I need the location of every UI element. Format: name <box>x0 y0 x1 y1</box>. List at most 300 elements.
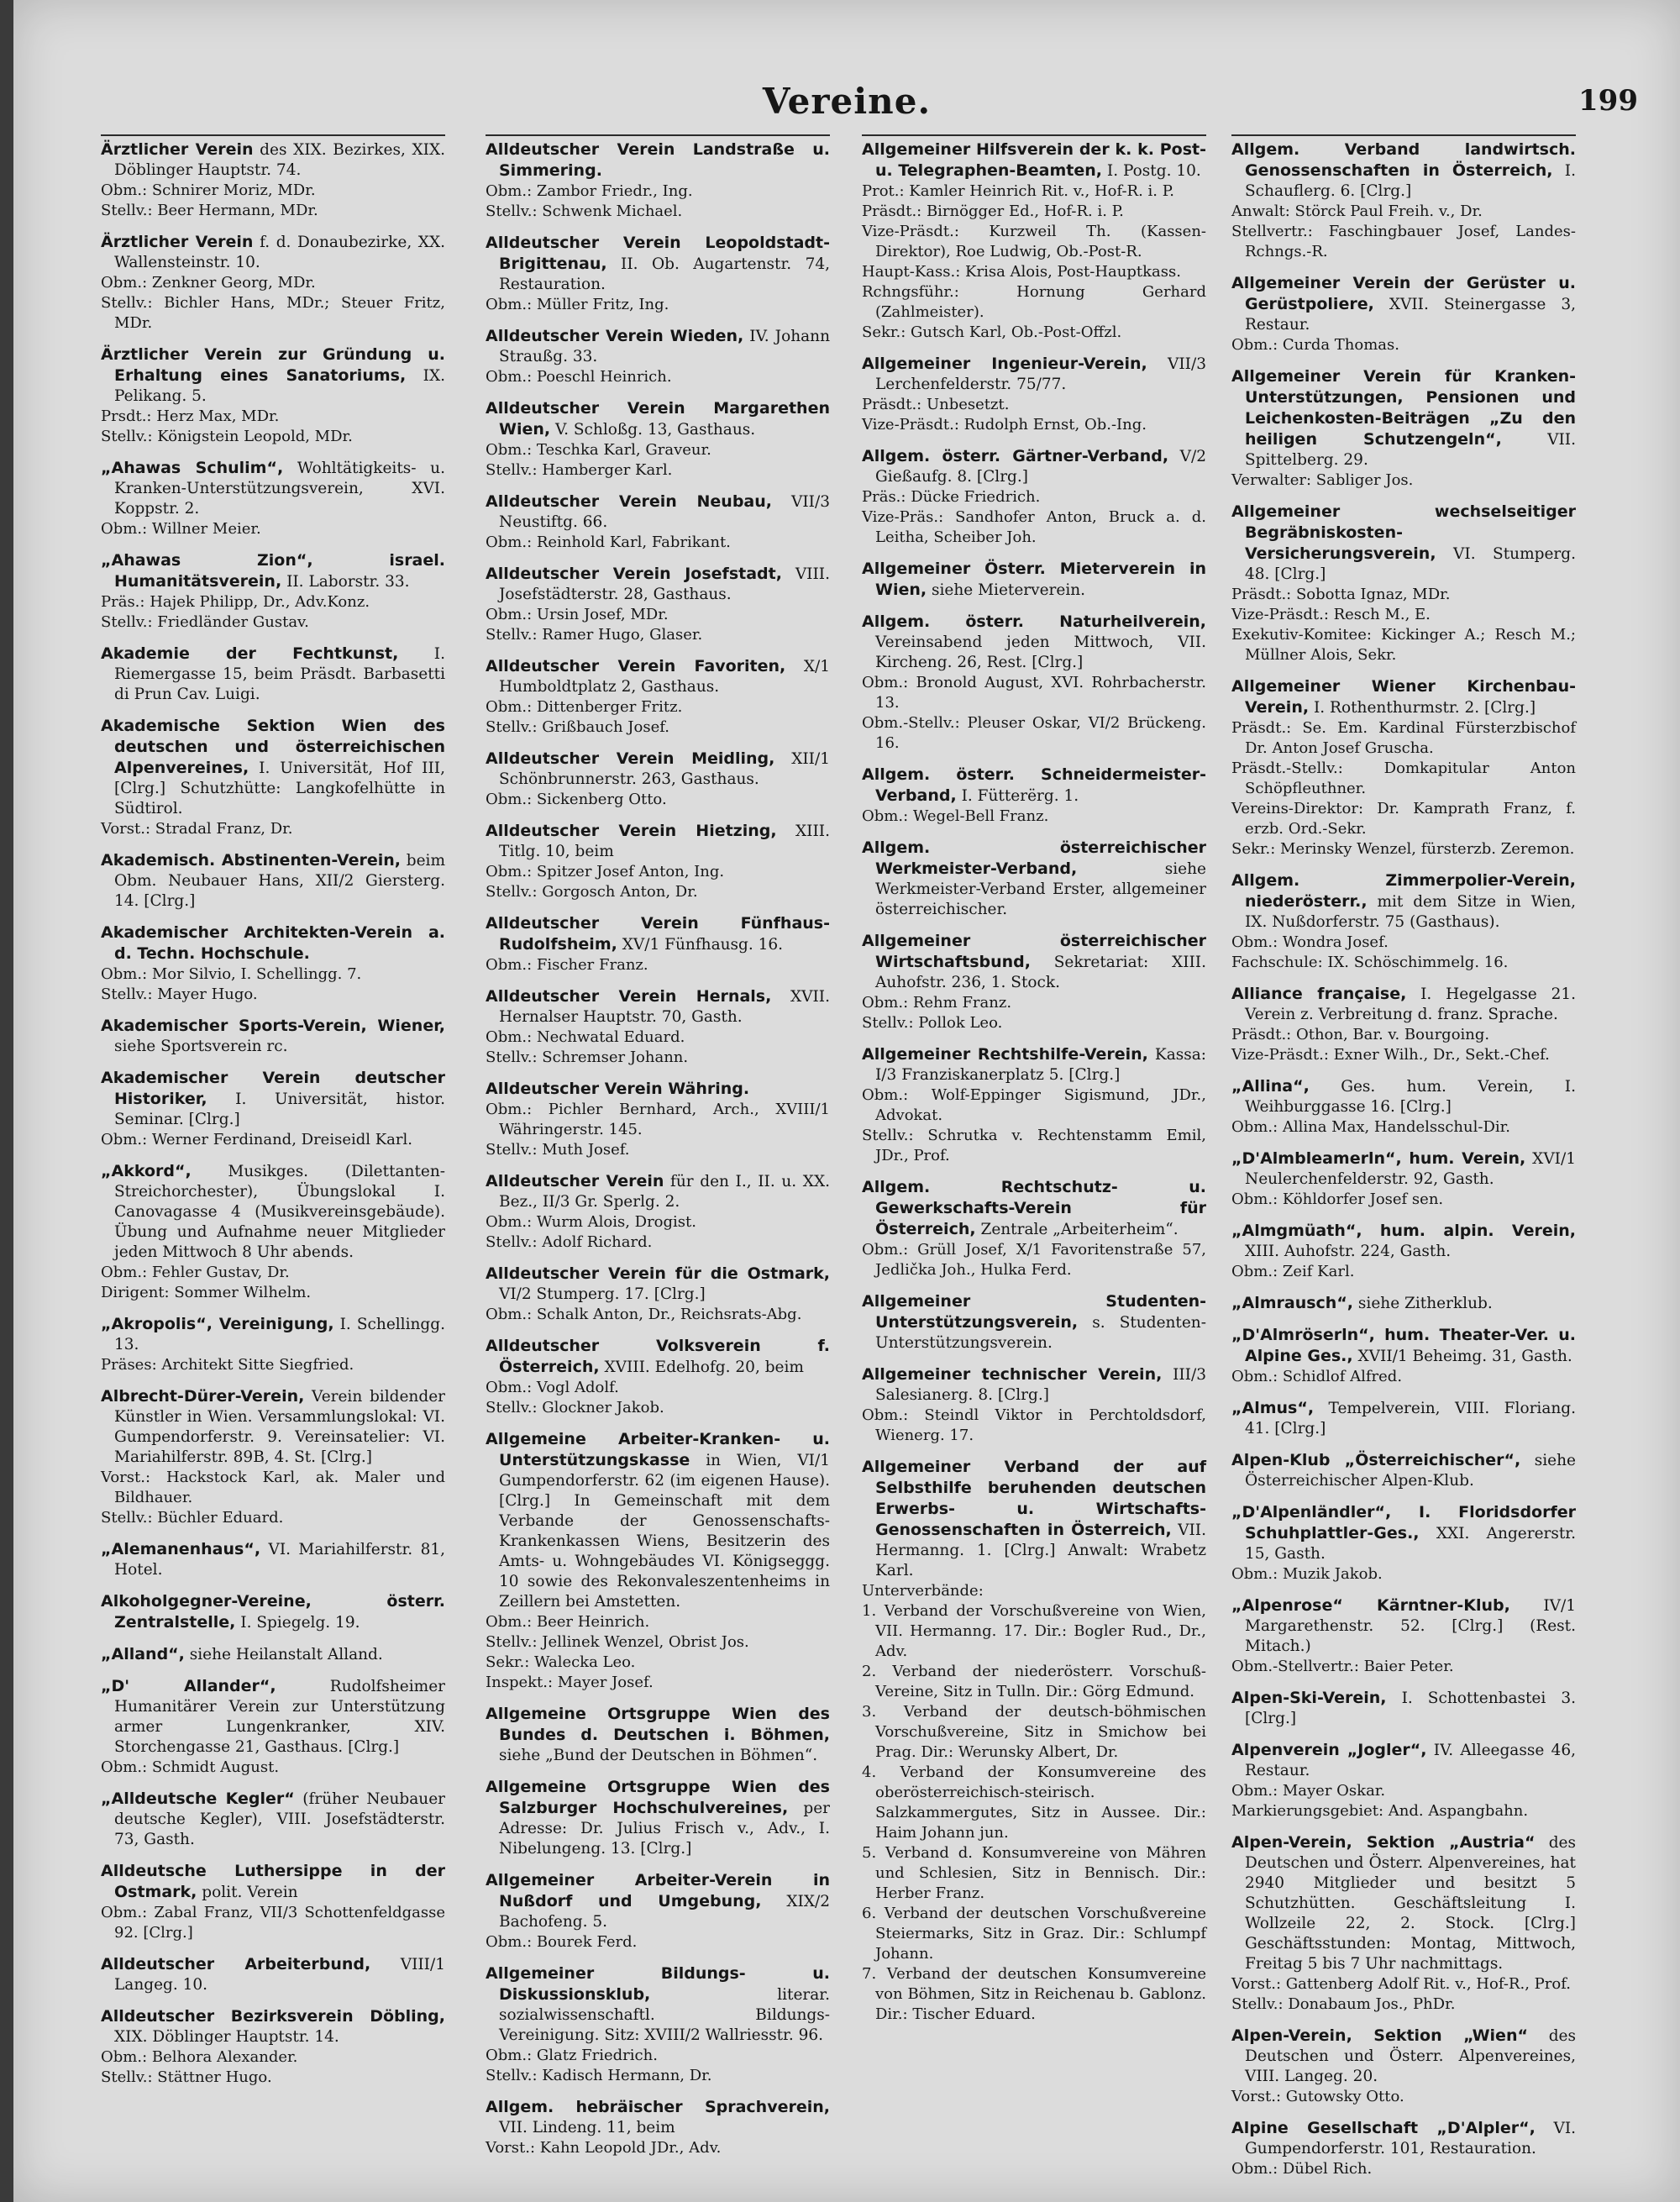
entry-address: s. Studenten-Unterstützungsverein. <box>875 1314 1206 1352</box>
directory-entry <box>486 656 830 738</box>
entry-detail-line: Stellv.: Muth Josef. <box>486 1141 630 1159</box>
entry-detail-line: Dirigent: Sommer Wilhelm. <box>101 1284 312 1301</box>
entry-detail-line: Stellv.: Stättner Hugo. <box>101 2068 272 2086</box>
entry-name: Allgemeiner Studenten-Unterstützungsverein, <box>862 1292 1206 1332</box>
entry-name: Allgemeiner Hilfsverein der k. k. Post- u. Telegraphen-Beamten, <box>862 140 1206 180</box>
entry-detail-line: Obm.: Zabal Franz, VII/3 Schottenfeldgasse 92. [Clrg.] <box>101 1904 445 1942</box>
entry-address: III/3 Salesianerg. 8. [Clrg.] <box>875 1366 1206 1404</box>
entry-detail-line: Stellv.: Friedländer Gustav. <box>101 613 309 631</box>
entry-address: VI. Mariahilferstr. 81, Hotel. <box>114 1541 445 1579</box>
directory-entry <box>486 1777 830 1859</box>
entry-detail-line: Vize-Präsdt.: Kurzweil Th. (Kassen-Direktor), Roe Ludwig, Ob.-Post-R. <box>862 223 1206 260</box>
directory-entry <box>1231 1832 1576 2015</box>
entry-name: Allgem. Verband landwirtsch. Genossenschaften in Österreich, <box>1231 140 1576 180</box>
entry-detail-line: Stellvertr.: Faschingbauer Josef, Landes-Rchngs.-R. <box>1231 223 1576 260</box>
directory-entry <box>101 1016 445 1057</box>
directory-entry <box>1231 1688 1576 1729</box>
entry-address: XVII. Steinergasse 3, Restaur. <box>1245 296 1576 334</box>
directory-entry <box>486 1264 830 1325</box>
entry-name: Alldeutscher Verein Meidling, <box>486 749 775 768</box>
entry-detail-line: Obm.: Bronold August, XVI. Rohrbacherstr. 13. <box>862 674 1206 712</box>
entry-detail-line: 1. Verband der Vorschußvereine von Wien, VII. Hermanng. 17. Dir.: Bogler Rud., Dr., Adv. <box>862 1602 1206 1660</box>
entry-name: Akademischer Architekten-Verein a. d. Techn. Hochschule. <box>101 923 445 963</box>
entry-detail-line: Präsdt.: Unbesetzt. <box>862 396 1010 413</box>
entry-name: Ärztlicher Verein zur Gründung u. Erhaltung eines Sanatoriums, <box>101 345 445 385</box>
entry-detail-line: Stellv.: Schremser Johann. <box>486 1048 689 1066</box>
entry-name: Allgem. österreichischer Werkmeister-Verband, <box>862 838 1206 878</box>
entry-name: Alliance française, <box>1231 985 1407 1003</box>
directory-entry <box>101 232 445 334</box>
directory-entry <box>1231 1325 1576 1387</box>
directory-entry <box>101 716 445 839</box>
entry-name: Alldeutscher Verein <box>486 1172 664 1190</box>
directory-entry <box>1231 2026 1576 2107</box>
directory-entry <box>862 931 1206 1033</box>
entry-address: Tempelverein, VIII. Floriang. 41. [Clrg.] <box>1245 1400 1577 1437</box>
directory-entry <box>862 559 1206 601</box>
entry-address: I. Fütterërg. 1. <box>961 787 1079 805</box>
entry-detail-line: Obm.: Rehm Franz. <box>862 994 1012 1012</box>
directory-entry <box>486 749 830 810</box>
entry-address: V. Schloßg. 13, Gasthaus. <box>555 421 756 439</box>
entry-name: „Almus“, <box>1231 1399 1315 1417</box>
column-4 <box>1231 139 1577 2178</box>
entry-name: Alkoholgegner-Vereine, österr. Zentralstelle, <box>101 1592 445 1632</box>
directory-entry <box>862 612 1206 754</box>
directory-entry <box>486 986 830 1068</box>
entry-detail-line: 2. Verband der niederösterr. Vorschuß-Vereine, Sitz in Tulln. Dir.: Görg Edmund. <box>862 1663 1206 1700</box>
entry-address: Kassa: I/3 Franziskanerplatz 5. [Clrg.] <box>875 1046 1206 1084</box>
entry-address: XIX. Döblinger Hauptstr. 14. <box>114 2028 339 2046</box>
entry-name: „Allina“, <box>1231 1077 1310 1096</box>
page-number: 199 <box>1578 84 1638 118</box>
entry-detail-line: Obm.: Fischer Franz. <box>486 956 648 974</box>
entry-address: X/1 Humboldtplatz 2, Gasthaus. <box>499 658 830 696</box>
entry-detail-line: Obm.: Vogl Adolf. <box>486 1379 619 1396</box>
entry-address: XII/1 Schönbrunnerstr. 263, Gasthaus. <box>499 750 830 788</box>
entry-detail-line: Vize-Präs.: Sandhofer Anton, Bruck a. d. Leitha, Scheiber Joh. <box>862 508 1206 546</box>
entry-address: VII. Spittelberg. 29. <box>1245 431 1576 469</box>
entry-address: Sekretariat: XIII. Auhofstr. 236, 1. Stock. <box>875 954 1206 991</box>
entry-detail-line: 7. Verband der deutschen Konsumvereine von Böhmen, Sitz in Reichenau b. Gablonz. Dir.: Tischer Eduard. <box>862 1965 1206 2023</box>
entry-address: siehe Sportsverein rc. <box>114 1038 288 1055</box>
directory-entry <box>862 765 1206 827</box>
entry-address: siehe Zitherklub. <box>1357 1295 1493 1312</box>
entry-name: „D'Almbleamerln“, hum. Verein, <box>1231 1149 1526 1168</box>
entry-detail-line: Obm.: Schidlof Alfred. <box>1231 1368 1403 1385</box>
entry-detail-line: Präsdt.: Se. Em. Kardinal Fürsterzbischof Dr. Anton Josef Gruscha. <box>1231 719 1576 757</box>
entry-address: XV/1 Fünfhausg. 16. <box>622 936 784 954</box>
entry-name: Allgem. Rechtschutz- u. Gewerkschafts-Verein für Österreich, <box>862 1178 1206 1238</box>
entry-name: Alldeutscher Verein Hernals, <box>486 987 772 1006</box>
entry-name: Akademischer Sports-Verein, Wiener, <box>101 1017 445 1035</box>
entry-address: VII/3 Lerchenfelderstr. 75/77. <box>875 355 1206 393</box>
entry-address: Vereinsabend jeden Mittwoch, VII. Kircheng. 26, Rest. [Clrg.] <box>875 633 1206 671</box>
entry-name: „Alemanenhaus“, <box>101 1540 261 1558</box>
directory-entry <box>101 922 445 1005</box>
entry-detail-line: Stellv.: Glockner Jakob. <box>486 1399 664 1416</box>
directory-entry <box>1231 1398 1576 1439</box>
directory-entry <box>1231 1221 1576 1282</box>
entry-name: Alldeutscher Verein Landstraße u. Simmering. <box>486 140 830 180</box>
entry-address: I. Riemergasse 15, beim Präsdt. Barbasetti di Prun Cav. Luigi. <box>114 645 445 703</box>
directory-entry <box>101 850 445 912</box>
header-rule <box>486 134 830 136</box>
entry-detail-line: Obm.: Pichler Bernhard, Arch., XVIII/1 Währingerstr. 145. <box>486 1101 830 1138</box>
entry-name: Alldeutscher Verein Leopoldstadt-Brigittenau, <box>486 234 830 273</box>
entry-detail-line: Stellv.: Bichler Hans, MDr.; Steuer Fritz, MDr. <box>101 294 445 332</box>
entry-address: des Deutschen und Österr. Alpenvereines, hat 2940 Mitglieder und besitzt 5 Schutzhütten. Geschäftsleitung I. Wollzeile 22, 2. Stock. [Clrg.] Geschäftsstunden: Montag, Mittwoch, Freitag 5 bis 7 Uhr nachmittags. <box>1245 1834 1576 1973</box>
entry-detail-line: Obm.: Schalk Anton, Dr., Reichsrats-Abg. <box>486 1306 802 1323</box>
entry-name: Allgemeiner technischer Verein, <box>862 1365 1163 1384</box>
header-rule <box>1231 134 1576 136</box>
entry-detail-line: Inspekt.: Mayer Josef. <box>486 1674 654 1691</box>
entry-name: Alpen-Klub „Österreichischer“, <box>1231 1451 1521 1469</box>
directory-entry <box>486 398 830 481</box>
entry-detail-line: Stellv.: Hamberger Karl. <box>486 461 673 479</box>
entry-address: I. Schauflerg. 6. [Clrg.] <box>1245 162 1576 200</box>
entry-detail-line: Markierungsgebiet: And. Aspangbahn. <box>1231 1802 1529 1820</box>
entry-detail-line: Obm.: Muzik Jakob. <box>1231 1565 1383 1583</box>
entry-detail-line: Sekr.: Walecka Leo. <box>486 1653 636 1671</box>
entry-name: Alpine Gesellschaft „D'Alpler“, <box>1231 2119 1536 2137</box>
directory-entry <box>486 1704 830 1766</box>
entry-address: für den I., II. u. XX. Bez., II/3 Gr. Sperlg. 2. <box>499 1173 830 1211</box>
directory-entry <box>486 1079 830 1160</box>
entry-detail-line: Obm.: Zeif Karl. <box>1231 1263 1355 1280</box>
directory-entry <box>862 354 1206 435</box>
entry-detail-line: Vorst.: Kahn Leopold JDr., Adv. <box>486 2139 722 2157</box>
entry-name: Albrecht-Dürer-Verein, <box>101 1387 305 1406</box>
entry-name: Alpen-Verein, Sektion „Austria“ <box>1231 1833 1536 1852</box>
entry-address: XVII/1 Beheimg. 31, Gasth. <box>1357 1348 1572 1365</box>
entry-address: I. Hegelgasse 21. Verein z. Verbreitung d. franz. Sprache. <box>1245 985 1576 1023</box>
entry-detail-line: Obm.: Wolf-Eppinger Sigismund, JDr., Advokat. <box>862 1086 1206 1124</box>
entry-detail-line: Obm.: Curda Thomas. <box>1231 336 1399 354</box>
directory-entry <box>486 1963 830 2086</box>
directory-entry <box>486 233 830 315</box>
entry-detail-line: Obm.: Poeschl Heinrich. <box>486 368 672 386</box>
entry-detail-line: Obm.: Fehler Gustav, Dr. <box>101 1264 290 1281</box>
directory-entry <box>1231 1450 1576 1491</box>
directory-entry <box>862 838 1206 920</box>
entry-detail-line: Stellv.: Königstein Leopold, MDr. <box>101 428 353 445</box>
entry-detail-line: 6. Verband der deutschen Vorschußvereine Steiermarks, Sitz in Graz. Dir.: Schlumpf Johann. <box>862 1905 1206 1963</box>
entry-address: XIII. Titlg. 10, beim <box>499 822 830 860</box>
directory-entry <box>101 644 445 705</box>
entry-detail-line: Obm.: Bourek Ferd. <box>486 1933 638 1951</box>
entry-name: Alldeutscher Verein Neubau, <box>486 492 772 511</box>
entry-detail-line: Obm.: Beer Heinrich. <box>486 1613 650 1631</box>
entry-detail-line: Obm.: Steindl Viktor in Perchtoldsdorf, Wienerg. 17. <box>862 1406 1206 1444</box>
entry-address: beim Obm. Neubauer Hans, XII/2 Giersterg. 14. [Clrg.] <box>114 852 445 910</box>
entry-address: VII. Lindeng. 11, beim <box>499 2119 675 2136</box>
entry-address: siehe Heilanstalt Alland. <box>189 1646 383 1663</box>
entry-name: Allgemeiner Arbeiter-Verein in Nußdorf und Umgebung, <box>486 1871 830 1910</box>
entry-detail-line: Vize-Präsdt.: Exner Wilh., Dr., Sekt.-Chef. <box>1231 1046 1550 1064</box>
directory-entry <box>101 2006 445 2088</box>
directory-entry <box>486 821 830 902</box>
entry-detail-line: Stellv.: Jellinek Wenzel, Obrist Jos. <box>486 1633 749 1651</box>
entry-address: IV/1 Margarethenstr. 52. [Clrg.] (Rest. Mitach.) <box>1245 1597 1576 1655</box>
entry-detail-line: Stellv.: Büchler Eduard. <box>101 1509 284 1527</box>
entry-address: Wohltätigkeits- u. Kranken-Unterstützungsverein, XVI. Koppstr. 2. <box>114 460 445 518</box>
entry-detail-line: Obm.: Mayer Oskar. <box>1231 1782 1386 1800</box>
directory-entry <box>1231 273 1576 355</box>
entry-detail-line: Obm.: Zambor Friedr., Ing. <box>486 182 693 200</box>
entry-detail-line: Anwalt: Störck Paul Freih. v., Dr. <box>1231 202 1483 220</box>
entry-name: Alldeutscher Arbeiterbund, <box>101 1955 371 1973</box>
entry-detail-line: Stellv.: Schrutka v. Rechtenstamm Emil, JDr., Prof. <box>862 1127 1206 1164</box>
entry-name: Allgem. österr. Naturheilverein, <box>862 612 1206 631</box>
entry-name: Akademie der Fechtkunst, <box>101 644 399 663</box>
entry-detail-line: Obm.: Nechwatal Eduard. <box>486 1028 685 1046</box>
header-rule <box>101 134 445 136</box>
directory-entry <box>486 326 830 387</box>
directory-entry <box>101 1386 445 1528</box>
entry-name: Ärztlicher Verein <box>101 233 254 251</box>
entry-name: Allgemeine Ortsgruppe Wien des Salzburger Hochschulvereines, <box>486 1778 830 1817</box>
entry-address: XIII. Auhofstr. 224, Gasth. <box>1245 1243 1452 1260</box>
entry-detail-line: Prsdt.: Herz Max, MDr. <box>101 407 280 425</box>
entry-address: Verein bildender Künstler in Wien. Versammlungslokal: VI. Gumpendorferstr. 9. Vereinsatelier: VI. Mariahilferstr. 89B, 4. St. [Clrg.] <box>114 1388 445 1466</box>
column-2 <box>486 139 830 2164</box>
entry-detail-line: Präs.: Hajek Philipp, Dr., Adv.Konz. <box>101 593 370 611</box>
entry-detail-line: 3. Verband der deutsch-böhmischen Vorschußvereine, Sitz in Smichow bei Prag. Dir.: Werunsky Albert, Dr. <box>862 1703 1206 1761</box>
directory-entry <box>862 1044 1206 1166</box>
directory-entry <box>101 1676 445 1778</box>
entry-detail-line: Exekutiv-Komitee: Kickinger A.; Resch M.; Müllner Alois, Sekr. <box>1231 626 1576 664</box>
directory-entry <box>101 1068 445 1150</box>
directory-entry <box>101 458 445 539</box>
entry-address: XIX/2 Bachofeng. 5. <box>499 1893 830 1931</box>
directory-entry <box>486 139 830 222</box>
entry-address: Musikges. (Dilettanten-Streichorchester), Übungslokal I. Canovagasse 4 (Musikvereinsgebäude). Übung und Aufnahme neuer Mitglieder jeden Mittwoch 8 Uhr abends. <box>114 1163 445 1261</box>
entry-address: I. Schottenbastei 3. [Clrg.] <box>1245 1690 1576 1727</box>
directory-entry <box>1231 984 1576 1065</box>
directory-entry <box>862 139 1206 343</box>
entry-name: Allgemeiner Wiener Kirchenbau-Verein, <box>1231 677 1576 717</box>
entry-name: „Alldeutsche Kegler“ <box>101 1789 295 1808</box>
entry-detail-line: Vize-Präsdt.: Resch M., E. <box>1231 606 1431 623</box>
directory-entry <box>101 550 445 633</box>
entry-detail-line: Obm.: Ursin Josef, MDr. <box>486 606 669 623</box>
entry-name: Allgemeiner Österr. Mieterverein in Wien, <box>862 560 1206 599</box>
entry-address: siehe Mieterverein. <box>932 581 1086 599</box>
entry-detail-line: Präsdt.: Sobotta Ignaz, MDr. <box>1231 586 1451 603</box>
directory-entry <box>1231 1740 1576 1821</box>
entry-detail-line: Rchngsführ.: Hornung Gerhard (Zahlmeister). <box>862 283 1206 321</box>
entry-address: (früher Neubauer deutsche Kegler), VIII. Josefstädterstr. 73, Gasth. <box>114 1790 445 1848</box>
entry-address: I. Spiegelg. 19. <box>240 1614 360 1632</box>
entry-address: I. Universität, Hof III, [Clrg.] Schutzhütte: Langkofelhütte in Südtirol. <box>114 759 445 817</box>
directory-page <box>13 0 1680 2202</box>
entry-name: Alpen-Verein, Sektion „Wien“ <box>1231 2026 1528 2045</box>
entry-name: Allgemeine Arbeiter-Kranken- u. Unterstützungskasse <box>486 1430 830 1469</box>
entry-address: I. Rothenthurmstr. 2. [Clrg.] <box>1313 699 1536 717</box>
entry-address: f. d. Donaubezirke, XX. Wallensteinstr. 10. <box>114 234 446 271</box>
entry-detail-line: Obm.: Willner Meier. <box>101 520 261 538</box>
entry-detail-line: Obm.: Wurm Alois, Drogist. <box>486 1213 696 1231</box>
entry-detail-line: Präsdt.: Othon, Bar. v. Bourgoing. <box>1231 1026 1490 1043</box>
directory-entry <box>862 446 1206 548</box>
entry-address: Rudolfsheimer Humanitärer Verein zur Unterstützung armer Lungenkranker, XIV. Storchengasse 21, Gasthaus. [Clrg.] <box>114 1678 445 1756</box>
entry-name: Allgemeine Ortsgruppe Wien des Bundes d. Deutschen i. Böhmen, <box>486 1705 830 1744</box>
directory-entry <box>486 1429 830 1693</box>
directory-entry <box>101 1591 445 1633</box>
directory-entry <box>1231 502 1576 665</box>
entry-name: Allgemeiner Verein für Kranken-Unterstützungen, Pensionen und Leichenkosten-Beiträgen „Zu den heiligen Schutzengeln“, <box>1231 367 1576 449</box>
entry-detail-line: Stellv.: Grißbauch Josef. <box>486 718 669 736</box>
directory-entry <box>1231 1148 1576 1210</box>
directory-entry <box>862 1291 1206 1353</box>
entry-detail-line: 5. Verband d. Konsumvereine von Mähren und Schlesien, Sitz in Bennisch. Dir.: Herber Franz. <box>862 1844 1206 1902</box>
entry-detail-line: Obm.: Sickenberg Otto. <box>486 791 667 808</box>
entry-detail-line: Prot.: Kamler Heinrich Rit. v., Hof-R. i. P. <box>862 182 1174 200</box>
entry-detail-line: Stellv.: Gorgosch Anton, Dr. <box>486 883 698 901</box>
entry-address: siehe Werkmeister-Verband Erster, allgemeiner österreichischer. <box>875 860 1206 918</box>
entry-address: XVI/1 Neulerchenfelderstr. 92, Gasth. <box>1245 1150 1576 1188</box>
entry-name: Allgemeiner Ingenieur-Verein, <box>862 355 1147 373</box>
directory-entry <box>101 1161 445 1303</box>
entry-detail-line: Obm.: Mor Silvio, I. Schellingg. 7. <box>101 965 362 983</box>
entry-address: I. Universität, histor. Seminar. [Clrg.] <box>114 1090 445 1128</box>
entry-address: in Wien, VI/1 Gumpendorferstr. 62 (im eigenen Hause). [Clrg.] In Gemeinschaft mit dem Verbande der Genossenschafts-Krankenkassen Wiens, Besitzerin des Amts- u. Wohngebäudes VI. Königseggg. 10 sowie des Rekonvaleszentenheims in Zeillern bei Amstetten. <box>499 1452 830 1611</box>
entry-detail-line: Obm.-Stellv.: Pleuser Oskar, VI/2 Brückeng. 16. <box>862 714 1206 752</box>
entry-name: Allgem. österr. Schneidermeister-Verband, <box>862 765 1206 805</box>
entry-detail-line: Vize-Präsdt.: Rudolph Ernst, Ob.-Ing. <box>862 416 1147 434</box>
directory-entry <box>101 139 445 221</box>
entry-address: siehe „Bund der Deutschen in Böhmen“. <box>499 1747 818 1764</box>
entry-detail-line: Obm.: Spitzer Josef Anton, Ing. <box>486 863 725 880</box>
entry-address: VII. Hermanng. 1. [Clrg.] Anwalt: Wrabetz Karl. <box>875 1521 1206 1579</box>
entry-detail-line: Vorst.: Gattenberg Adolf Rit. v., Hof-R., Prof. <box>1231 1975 1571 1993</box>
directory-entry <box>101 1539 445 1580</box>
directory-entry <box>1231 1595 1576 1677</box>
entry-name: „D' Allander“, <box>101 1677 276 1695</box>
entry-name: Alldeutscher Bezirksverein Döbling, <box>101 2007 445 2026</box>
entry-detail-line: Obm.: Reinhold Karl, Fabrikant. <box>486 533 731 551</box>
directory-entry <box>101 1644 445 1665</box>
entry-name: Allgemeiner wechselseitiger Begräbniskosten-Versicherungsverein, <box>1231 502 1576 563</box>
entry-name: „D'Alpenländler“, I. Floridsdorfer Schuhplattler-Ges., <box>1231 1503 1576 1542</box>
entry-name: „Ahawas Schulim“, <box>101 459 284 477</box>
entry-name: Allgemeiner Bildungs- u. Diskussionsklub, <box>486 1964 830 2004</box>
entry-address: V/2 Gießaufg. 8. [Clrg.] <box>875 448 1206 486</box>
directory-entry <box>1231 1293 1576 1314</box>
entry-address: VII/3 Neustiftg. 66. <box>499 493 830 531</box>
directory-entry <box>486 2097 830 2158</box>
entry-address: I. Postg. 10. <box>1106 162 1201 180</box>
entry-address: mit dem Sitze in Wien, IX. Nußdorferstr. 75 (Gasthaus). <box>1245 893 1576 931</box>
entry-detail-line: Stellv.: Donabaum Jos., PhDr. <box>1231 1995 1456 2013</box>
entry-detail-line: Stellv.: Ramer Hugo, Glaser. <box>486 626 703 644</box>
entry-address: VIII. Josefstädterstr. 28, Gasthaus. <box>499 565 830 603</box>
entry-name: Allgem. Zimmerpolier-Verein, niederösterr., <box>1231 871 1576 911</box>
entry-detail-line: Vorst.: Gutowsky Otto. <box>1231 2088 1404 2105</box>
directory-entry <box>101 1789 445 1850</box>
entry-name: „Alpenrose“ Kärntner-Klub, <box>1231 1596 1510 1615</box>
entry-name: „Akkord“, <box>101 1162 192 1180</box>
entry-name: Alldeutsche Luthersippe in der Ostmark, <box>101 1862 445 1901</box>
entry-detail-line: Stellv.: Beer Hermann, MDr. <box>101 202 318 219</box>
entry-detail-line: Obm.: Grüll Josef, X/1 Favoritenstraße 57, Jedlička Joh., Hulka Ferd. <box>862 1241 1206 1279</box>
directory-entry <box>101 344 445 447</box>
entry-detail-line: Obm.: Schmidt August. <box>101 1758 280 1776</box>
entry-address: IV. Johann Straußg. 33. <box>499 328 830 365</box>
directory-entry <box>1231 1076 1576 1138</box>
entry-detail-line: Obm.-Stellvertr.: Baier Peter. <box>1231 1658 1454 1675</box>
entry-name: Allgemeiner Verein der Gerüster u. Gerüstpoliere, <box>1231 274 1576 313</box>
entry-name: „Almrausch“, <box>1231 1294 1354 1312</box>
entry-name: Akademisch. Abstinenten-Verein, <box>101 851 401 870</box>
entry-address: VIII/1 Langeg. 10. <box>114 1956 445 1994</box>
entry-detail-line: Stellv.: Pollok Leo. <box>862 1014 1003 1032</box>
entry-name: Alpen-Ski-Verein, <box>1231 1689 1387 1707</box>
entry-address: Ges. hum. Verein, I. Weihburggasse 16. [Clrg.] <box>1245 1078 1576 1116</box>
directory-entry <box>486 1171 830 1253</box>
entry-address: XVIII. Edelhofg. 20, beim <box>604 1359 804 1376</box>
directory-entry <box>862 1457 1206 2025</box>
entry-address: XVII. Hernalser Hauptstr. 70, Gasth. <box>499 988 830 1026</box>
entry-name: Akademischer Verein deutscher Historiker, <box>101 1069 445 1108</box>
entry-name: Allgemeiner österreichischer Wirtschaftsbund, <box>862 932 1206 971</box>
entry-name: „Alland“, <box>101 1645 185 1663</box>
entry-detail-line: Stellv.: Adolf Richard. <box>486 1233 653 1251</box>
entry-address: IV. Alleegasse 46, Restaur. <box>1245 1742 1576 1779</box>
entry-name: Alldeutscher Volksverein f. Österreich, <box>486 1337 830 1376</box>
directory-entry <box>486 1336 830 1418</box>
directory-entry <box>1231 870 1576 973</box>
entry-detail-line: Obm.: Köhldorfer Josef sen. <box>1231 1190 1444 1208</box>
entry-name: Allgemeiner Rechtshilfe-Verein, <box>862 1045 1148 1064</box>
entry-detail-line: Obm.: Dittenberger Fritz. <box>486 698 683 716</box>
directory-entry <box>486 491 830 553</box>
directory-entry <box>1231 139 1576 262</box>
entry-detail-line: Obm.: Wegel-Bell Franz. <box>862 807 1049 825</box>
entry-detail-line: Obm.: Teschka Karl, Graveur. <box>486 441 711 459</box>
entry-detail-line: Stellv.: Kadisch Hermann, Dr. <box>486 2067 712 2084</box>
directory-entry <box>101 1314 445 1375</box>
entry-name: „D'Almröserln“, hum. Theater-Ver. u. Alpine Ges., <box>1231 1326 1576 1365</box>
entry-name: Alldeutscher Verein für die Ostmark, <box>486 1264 830 1283</box>
entry-name: Ärztlicher Verein <box>101 140 254 159</box>
entry-name: Alldeutscher Verein Josefstadt, <box>486 565 782 583</box>
entry-detail-line: Präsdt.-Stellv.: Domkapitular Anton Schöpfleuthner. <box>1231 759 1576 797</box>
entry-name: Allgem. hebräischer Sprachverein, <box>486 2098 830 2116</box>
entry-detail-line: 4. Verband der Konsumvereine des oberösterreichisch-steirisch. Salzkammergutes, Sitz in Aussee. Dir.: Haim Johann jun. <box>862 1763 1206 1842</box>
entry-name: Alpenverein „Jogler“, <box>1231 1741 1427 1759</box>
entry-address: polit. Verein <box>202 1884 298 1901</box>
entry-name: „Ahawas Zion“, israel. Humanitätsverein, <box>101 551 445 591</box>
entry-detail-line: Obm.: Wondra Josef. <box>1231 933 1389 951</box>
directory-entry <box>1231 2118 1576 2179</box>
column-1 <box>101 139 445 2164</box>
entry-detail-line: Stellv.: Schwenk Michael. <box>486 202 683 220</box>
directory-entry <box>862 1364 1206 1446</box>
entry-name: „Almgmüath“, hum. alpin. Verein, <box>1231 1222 1576 1240</box>
directory-entry <box>101 1861 445 1943</box>
page-title: Vereine. <box>762 81 932 122</box>
entry-address: VI. Stumperg. 48. [Clrg.] <box>1245 545 1576 583</box>
entry-address: VI. Gumpendorferstr. 101, Restauration. <box>1245 2120 1577 2157</box>
entry-address: des XIX. Bezirkes, XIX. Döblinger Hauptstr. 74. <box>114 141 445 179</box>
directory-entry <box>101 1954 445 1995</box>
entry-name: Alldeutscher Verein Favoriten, <box>486 657 786 675</box>
entry-detail-line: Obm.: Werner Ferdinand, Dreiseidl Karl. <box>101 1131 412 1148</box>
entry-detail-line: Fachschule: IX. Schöschimmelg. 16. <box>1231 954 1509 971</box>
entry-detail-line: Obm.: Glatz Friedrich. <box>486 2047 658 2064</box>
